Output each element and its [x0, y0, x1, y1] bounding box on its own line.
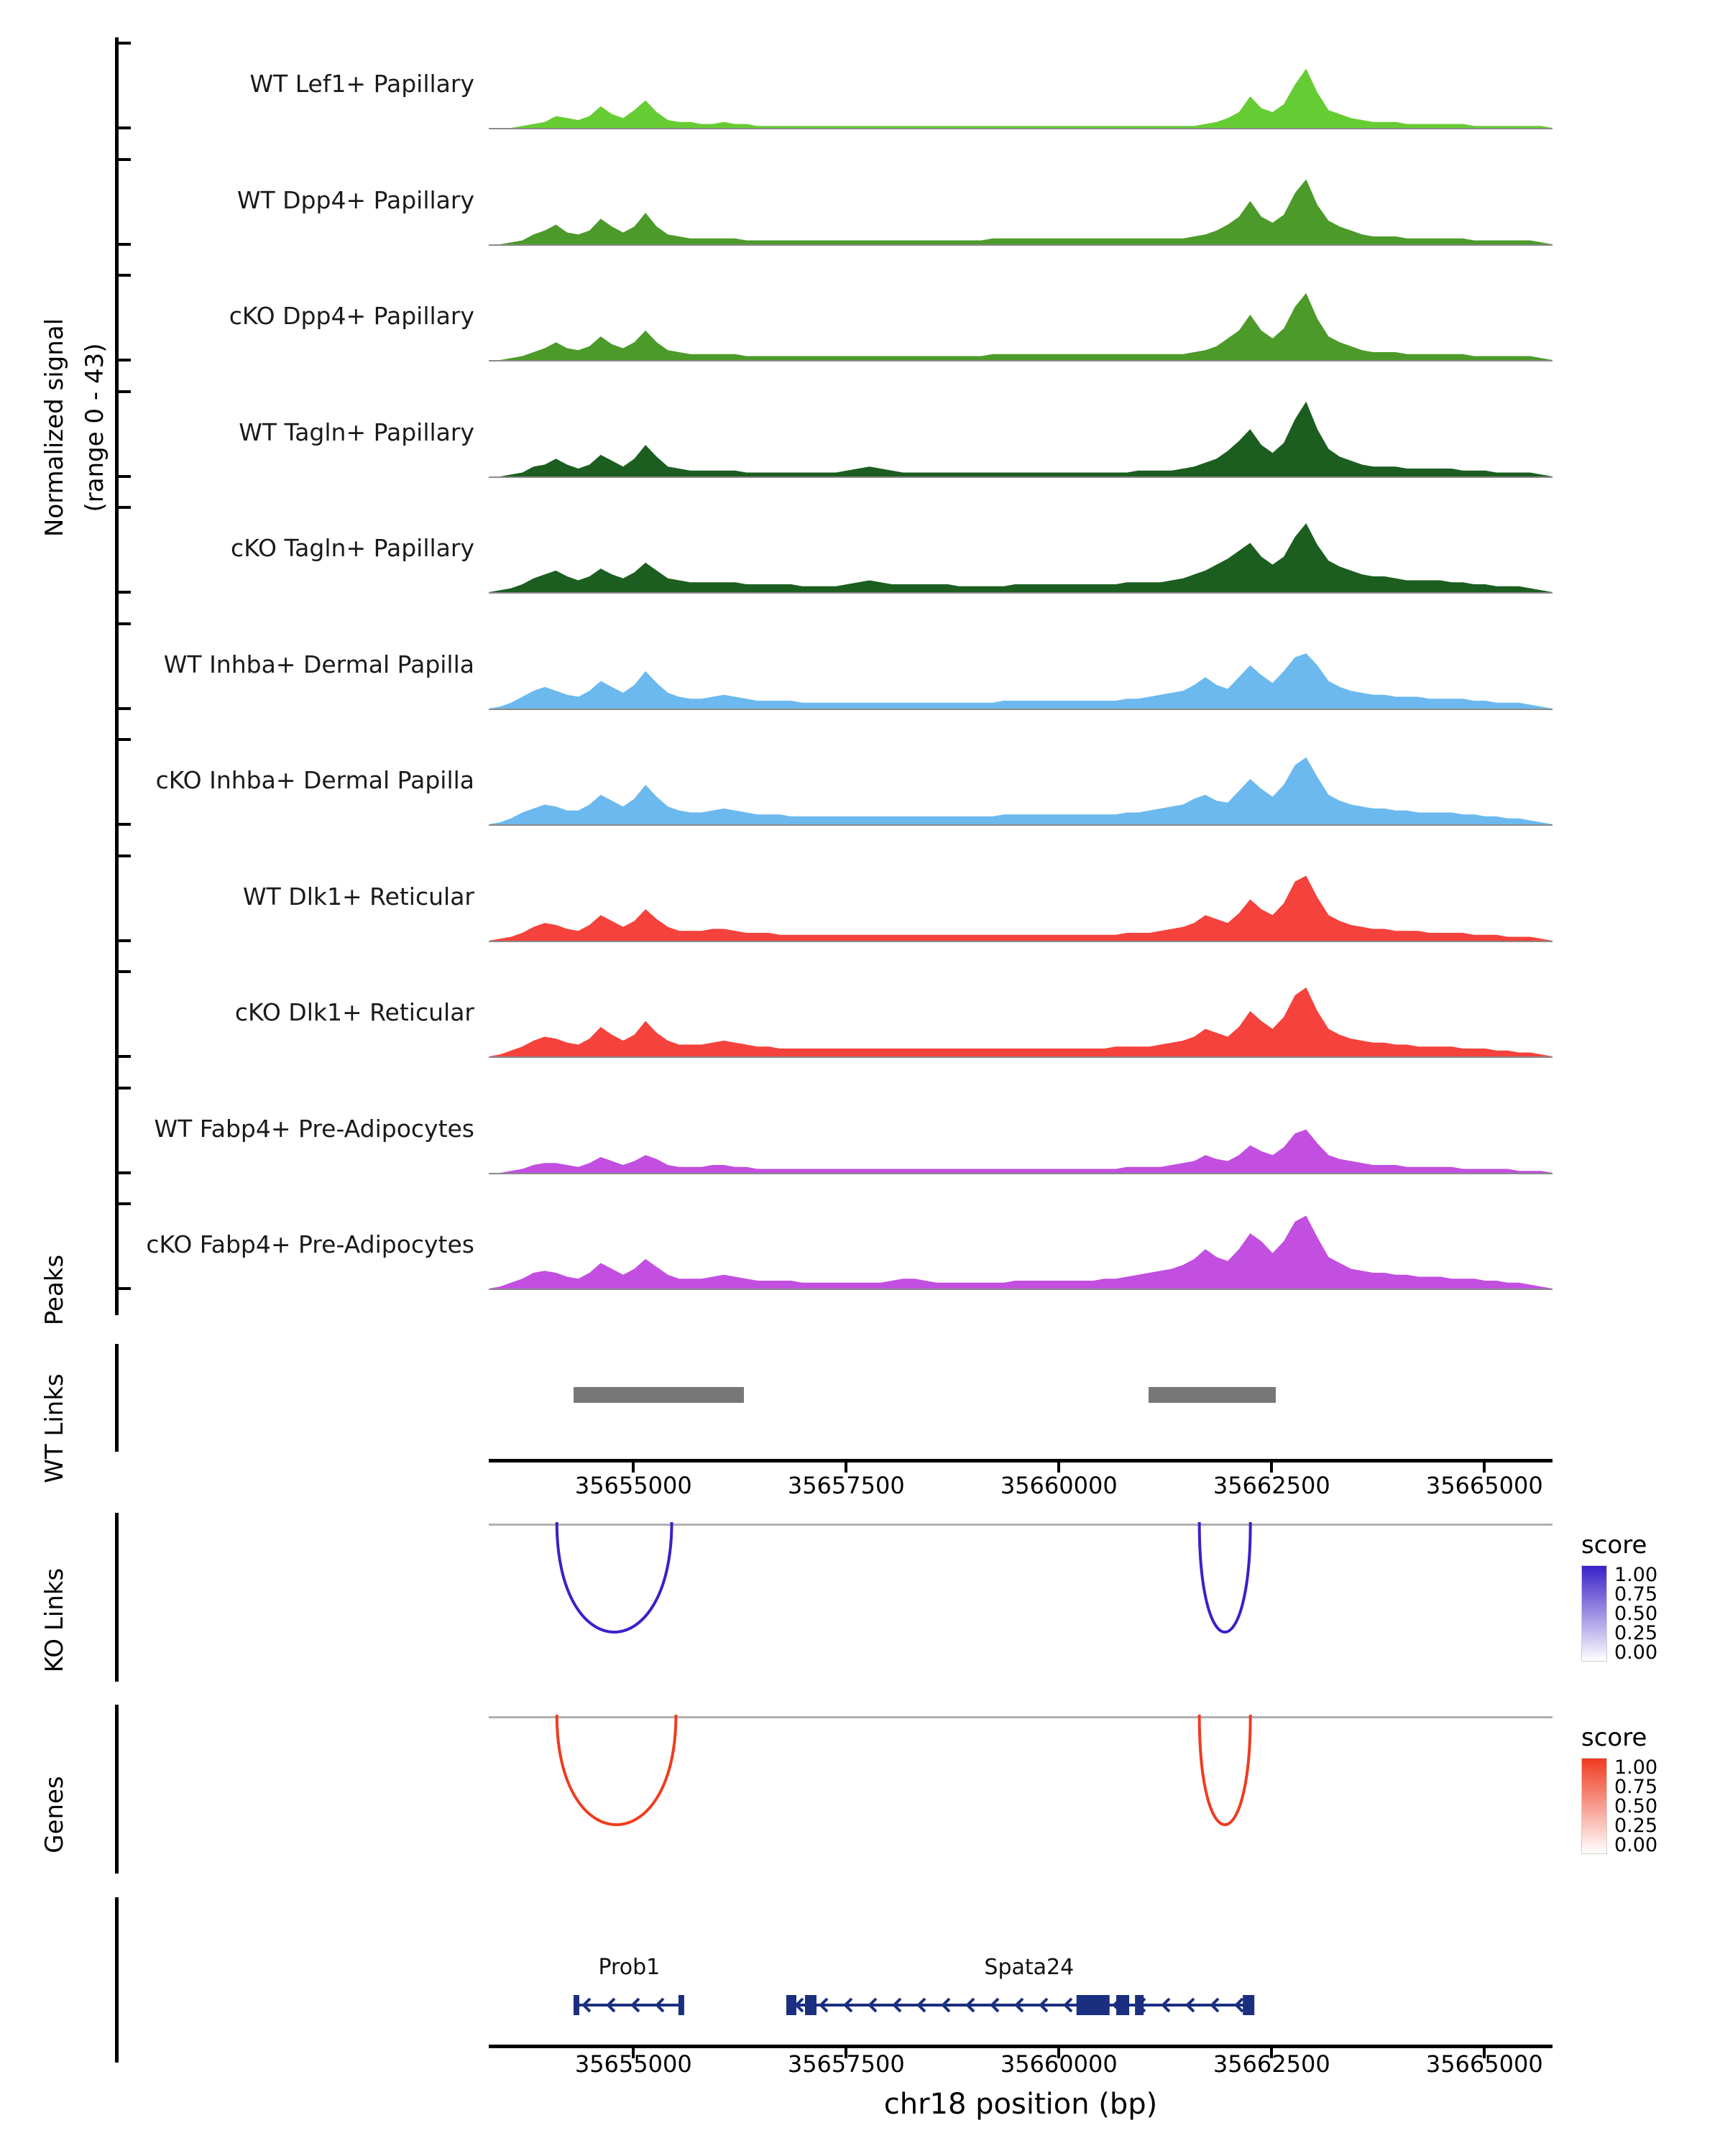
- ko-legend-ticks: [1614, 1756, 1658, 1856]
- x-axis-tick-label: 35665000: [1425, 2050, 1543, 2078]
- y-axis-group-sublabel: [80, 50, 109, 805]
- signal-axis-tick: [115, 622, 131, 625]
- gene-model: [786, 1989, 1254, 2021]
- signal-axis-tick: [115, 1087, 131, 1089]
- coverage-track: [489, 160, 1552, 244]
- wt-links-panel-label: [40, 1344, 69, 1513]
- wt-links-legend: [1581, 1531, 1657, 1662]
- ko-links-label-text: KO Links: [40, 1567, 69, 1673]
- gene-label: Prob1: [598, 1955, 661, 1980]
- signal-axis-tick: [115, 1171, 131, 1174]
- x-axis-tick-label: 35657500: [787, 1472, 905, 1499]
- wt-legend-tick-4: 0.00: [1614, 1641, 1658, 1664]
- track-baseline: [489, 128, 1552, 129]
- x-axis-tick-label: 35662500: [1213, 1472, 1330, 1499]
- genes-label-text: Genes: [40, 1776, 69, 1853]
- signal-axis-tick: [115, 126, 131, 129]
- coverage-track: [489, 1204, 1552, 1289]
- wt-links-arcs: [489, 1518, 1552, 1685]
- wt-links-axis-spine: [115, 1513, 119, 1682]
- wt-legend-colorbar: [1581, 1565, 1607, 1662]
- genes-panel-label: [40, 1732, 69, 1897]
- x-axis-title-text: chr18 position (bp): [883, 2088, 1158, 2121]
- track-label: cKO Dpp4+ Papillary: [229, 302, 474, 330]
- x-axis-tick-label: 35657500: [787, 2050, 905, 2078]
- peaks-label-text: Peaks: [40, 1254, 69, 1326]
- track-label: WT Inhba+ Dermal Papilla: [163, 650, 474, 678]
- signal-axis-tick: [115, 158, 131, 161]
- track-label: WT Dlk1+ Reticular: [243, 882, 474, 911]
- track-baseline: [489, 244, 1552, 246]
- link-arc: [557, 1715, 676, 1825]
- x-axis-tick-label: 35655000: [574, 2050, 692, 2078]
- x-axis-tick: [845, 1462, 847, 1473]
- coverage-track: [489, 1088, 1552, 1173]
- track-baseline: [489, 360, 1552, 361]
- track-label: cKO Inhba+ Dermal Papilla: [155, 766, 474, 794]
- wt-links-label-text: WT Links: [40, 1373, 69, 1483]
- signal-axis-tick: [115, 475, 131, 478]
- track-baseline: [489, 1289, 1552, 1290]
- coverage-track: [489, 507, 1552, 592]
- wt-legend-title: score: [1581, 1531, 1647, 1560]
- signal-axis-tick: [115, 243, 131, 246]
- ko-legend-tick-4: 0.00: [1614, 1834, 1658, 1856]
- y-axis-sublabel-text: (range 0 - 43): [80, 343, 109, 512]
- gene-model: [574, 1989, 684, 2021]
- signal-axis-tick: [115, 970, 131, 973]
- wt-legend-tick-0: 1.00: [1614, 1564, 1658, 1586]
- signal-axis-tick: [115, 707, 131, 710]
- signal-axis-tick: [115, 274, 131, 277]
- genes-axis-spine: [115, 1897, 119, 2063]
- signal-axis-tick: [115, 1287, 131, 1290]
- track-baseline: [489, 1173, 1552, 1174]
- signal-axis-tick: [115, 939, 131, 942]
- x-axis-tick-label: 35660000: [1000, 2050, 1118, 2078]
- coverage-track: [489, 740, 1552, 824]
- ko-links-axis-spine: [115, 1705, 119, 1874]
- x-axis-line-bottom: [489, 2045, 1552, 2048]
- track-label: cKO Fabp4+ Pre-Adipocytes: [146, 1230, 474, 1258]
- wt-legend-tick-3: 0.25: [1614, 1622, 1658, 1644]
- track-label: WT Tagln+ Papillary: [239, 418, 474, 446]
- link-arc: [1200, 1715, 1251, 1825]
- coverage-track: [489, 624, 1552, 709]
- ko-legend-tick-3: 0.25: [1614, 1815, 1658, 1837]
- signal-axis-tick: [115, 854, 131, 857]
- ko-legend-title: score: [1581, 1723, 1647, 1752]
- coverage-track: [489, 43, 1552, 128]
- x-axis-line-top: [489, 1459, 1552, 1462]
- x-axis-tick-label: 35660000: [1000, 1472, 1118, 1499]
- coverage-track: [489, 972, 1552, 1056]
- x-axis-tick-label: 35665000: [1425, 1472, 1543, 1499]
- track-baseline: [489, 941, 1552, 942]
- x-axis-tick: [1270, 1462, 1273, 1473]
- signal-axis-tick: [115, 1202, 131, 1205]
- signal-axis-tick: [115, 359, 131, 361]
- peak-bar: [574, 1387, 744, 1403]
- signal-axis-tick: [115, 42, 131, 45]
- y-axis-group-label: [40, 50, 69, 805]
- link-arc: [557, 1522, 672, 1632]
- track-label: WT Fabp4+ Pre-Adipocytes: [154, 1114, 474, 1143]
- y-axis-label-main: Normalized signal: [40, 318, 69, 538]
- track-label: cKO Tagln+ Papillary: [231, 534, 474, 562]
- x-axis-tick-label: 35662500: [1213, 2050, 1330, 2078]
- coverage-track: [489, 856, 1552, 941]
- signal-axis-tick: [115, 506, 131, 509]
- ko-legend-tick-0: 1.00: [1614, 1756, 1658, 1779]
- track-label: WT Dpp4+ Papillary: [236, 185, 474, 214]
- x-axis-tick: [1483, 1462, 1486, 1473]
- wt-legend-tick-1: 0.75: [1614, 1583, 1658, 1606]
- x-axis-tick: [1057, 1462, 1060, 1473]
- peaks-axis-spine: [115, 1344, 119, 1452]
- signal-axis-tick: [115, 390, 131, 393]
- ko-legend-tick-2: 0.50: [1614, 1795, 1658, 1818]
- wt-legend-ticks: [1614, 1564, 1658, 1664]
- signal-axis-tick: [115, 591, 131, 594]
- x-axis-tick-label: 35655000: [574, 1472, 692, 1499]
- x-axis-tick: [632, 1462, 635, 1473]
- track-label: cKO Dlk1+ Reticular: [234, 998, 474, 1026]
- signal-axis-spine: [115, 37, 119, 1315]
- signal-axis-tick: [115, 823, 131, 826]
- peaks-panel-label: [40, 1236, 69, 1344]
- signal-axis-tick: [115, 1055, 131, 1058]
- track-label: WT Lef1+ Papillary: [249, 70, 474, 98]
- coverage-track: [489, 392, 1552, 476]
- ko-legend-colorbar: [1581, 1758, 1607, 1854]
- ko-links-legend: [1581, 1723, 1657, 1854]
- link-arc: [1200, 1522, 1251, 1632]
- track-baseline: [489, 476, 1552, 478]
- signal-axis-tick: [115, 738, 131, 741]
- track-baseline: [489, 709, 1552, 710]
- x-axis-title: [489, 2088, 1552, 2121]
- track-baseline: [489, 592, 1552, 594]
- track-baseline: [489, 1056, 1552, 1058]
- gene-label: Spata24: [984, 1955, 1075, 1980]
- track-baseline: [489, 824, 1552, 826]
- coverage-track: [489, 275, 1552, 360]
- wt-legend-tick-2: 0.50: [1614, 1603, 1658, 1625]
- ko-links-panel-label: [40, 1536, 69, 1705]
- peak-bar: [1149, 1387, 1276, 1403]
- ko-legend-tick-1: 0.75: [1614, 1776, 1658, 1798]
- ko-links-arcs: [489, 1710, 1552, 1877]
